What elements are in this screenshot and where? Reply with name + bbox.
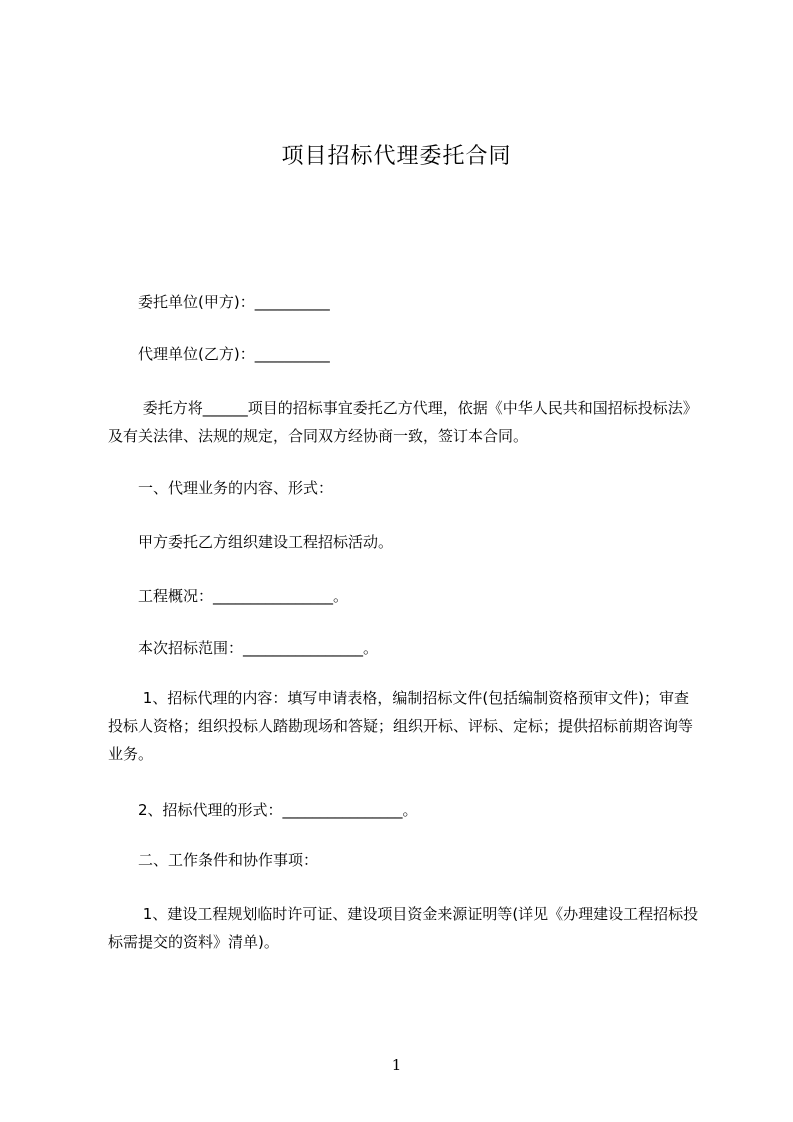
- clause-tender-scope: 本次招标范围：________________。: [138, 639, 379, 657]
- document-title: 项目招标代理委托合同: [281, 144, 512, 169]
- clause-preamble: 委托方将______项目的招标事宜委托乙方代理，依据《中华人民共和国招标投标法》及有关法律、法规的规定，合同双方经协商一致，签订本合同。: [108, 399, 698, 445]
- clause-agency-form: 2、招标代理的形式：________________。: [138, 801, 418, 819]
- clause-project-overview: 工程概况：________________。: [138, 587, 349, 605]
- clause-working-conditions-1: 1、建设工程规划临时许可证、建设项目资金来源证明等(详见《办理建设工程招标投标需提交的资料》清单)。: [108, 905, 699, 951]
- clause-agency-content: 1、招标代理的内容：填写申请表格，编制招标文件(包括编制资格预审文件)；审查投标人资格；组织投标人踏勘现场和答疑；组织开标、评标、定标；提供招标前期咨询等业务。: [108, 689, 694, 763]
- page-number: 1: [391, 1056, 402, 1074]
- section-heading-2: 二、工作条件和协作事项：: [138, 851, 319, 869]
- clause-client-party: 委托单位(甲方)：__________: [138, 293, 330, 311]
- clause-agent-party: 代理单位(乙方)：__________: [138, 345, 330, 363]
- section-heading-1: 一、代理业务的内容、形式：: [138, 479, 334, 497]
- clause-scope-activity: 甲方委托乙方组织建设工程招标活动。: [138, 533, 394, 551]
